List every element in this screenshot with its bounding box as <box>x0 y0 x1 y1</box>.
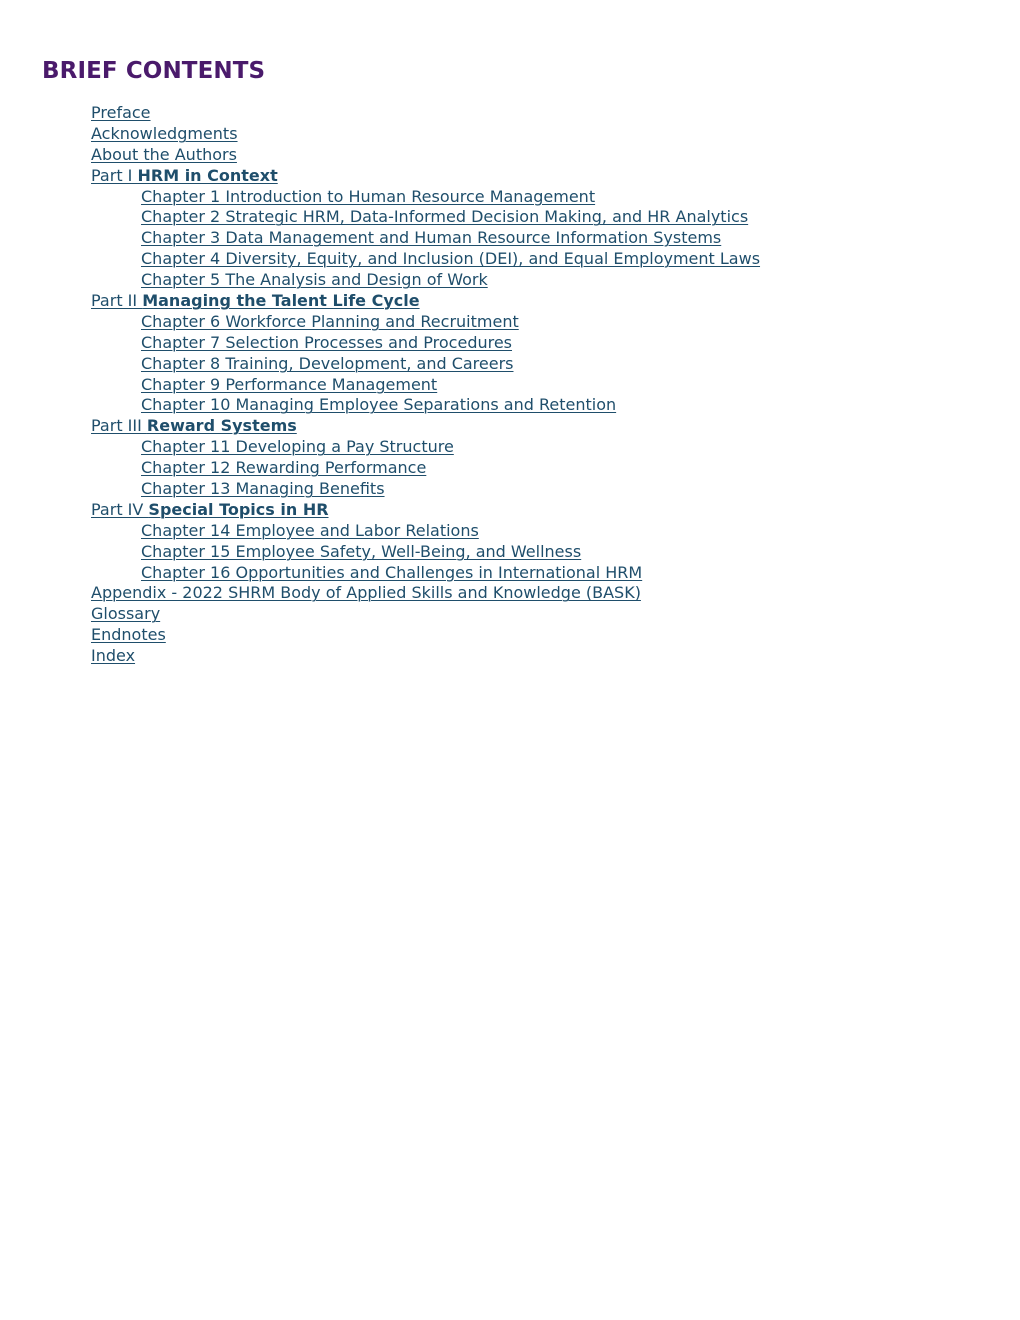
toc-item-chapter-7 <box>0 333 1020 354</box>
toc-item-index <box>0 646 1020 667</box>
toc-item-part-1 <box>0 166 1020 187</box>
toc-link-chapter-14[interactable]: Chapter 14 Employee and Labor Relations <box>141 520 479 540</box>
part-label: Part I <box>91 165 138 185</box>
toc-item-chapter-13 <box>0 479 1020 500</box>
toc-item-chapter-14 <box>0 521 1020 542</box>
toc-link-chapter-2[interactable]: Chapter 2 Strategic HRM, Data-Informed Decision Making, and HR Analytics <box>141 207 749 227</box>
toc-link-part-2[interactable] <box>91 291 420 310</box>
toc-item-chapter-15 <box>0 542 1020 563</box>
part-label: Part IV <box>91 499 149 519</box>
toc-link-index[interactable]: Index <box>91 646 136 666</box>
toc-link-chapter-3[interactable]: Chapter 3 Data Management and Human Resource Information Systems <box>141 228 722 248</box>
toc-item-about-authors <box>0 145 1020 166</box>
toc-item-part-2 <box>0 291 1020 312</box>
toc-link-part-4[interactable] <box>91 500 329 519</box>
toc-link-acknowledgments[interactable]: Acknowledgments <box>91 123 238 143</box>
toc-link-preface[interactable]: Preface <box>91 103 151 122</box>
toc-link-chapter-15[interactable]: Chapter 15 Employee Safety, Well-Being, and Wellness <box>141 541 582 561</box>
table-of-contents <box>0 103 1020 667</box>
toc-link-chapter-8[interactable]: Chapter 8 Training, Development, and Careers <box>141 353 514 373</box>
toc-link-chapter-6[interactable]: Chapter 6 Workforce Planning and Recruitment <box>141 311 519 331</box>
toc-link-chapter-5[interactable]: Chapter 5 The Analysis and Design of Work <box>141 270 488 290</box>
part-title: Reward Systems <box>146 416 297 436</box>
toc-link-endnotes[interactable]: Endnotes <box>91 625 166 645</box>
toc-link-glossary[interactable]: Glossary <box>91 604 161 624</box>
toc-link-part-1[interactable] <box>91 166 278 185</box>
part-title: HRM in Context <box>137 165 278 185</box>
page-title: BRIEF CONTENTS <box>42 58 266 84</box>
toc-link-part-3[interactable] <box>91 416 297 435</box>
toc-link-appendix[interactable]: Appendix - 2022 SHRM Body of Applied Skills and Knowledge (BASK) <box>91 583 641 603</box>
part-title: Special Topics in HR <box>148 499 329 519</box>
toc-item-chapter-11 <box>0 437 1020 458</box>
toc-link-chapter-12[interactable]: Chapter 12 Rewarding Performance <box>141 458 427 478</box>
toc-item-chapter-16 <box>0 563 1020 584</box>
toc-link-chapter-11[interactable]: Chapter 11 Developing a Pay Structure <box>141 437 454 457</box>
toc-link-chapter-7[interactable]: Chapter 7 Selection Processes and Procedures <box>141 332 513 352</box>
toc-item-glossary <box>0 604 1020 625</box>
toc-link-chapter-13[interactable]: Chapter 13 Managing Benefits <box>141 479 385 499</box>
toc-item-chapter-2 <box>0 207 1020 228</box>
toc-item-endnotes <box>0 625 1020 646</box>
part-title: Managing the Talent Life Cycle <box>142 291 420 311</box>
toc-item-chapter-5 <box>0 270 1020 291</box>
toc-item-appendix <box>0 583 1020 604</box>
toc-item-chapter-10 <box>0 395 1020 416</box>
toc-item-part-4 <box>0 500 1020 521</box>
part-label: Part II <box>91 291 143 311</box>
toc-item-part-3 <box>0 416 1020 437</box>
toc-item-chapter-12 <box>0 458 1020 479</box>
toc-item-chapter-1 <box>0 187 1020 208</box>
toc-item-chapter-4 <box>0 249 1020 270</box>
toc-item-chapter-8 <box>0 354 1020 375</box>
toc-item-chapter-3 <box>0 228 1020 249</box>
part-label: Part III <box>91 416 147 436</box>
toc-item-chapter-9 <box>0 375 1020 396</box>
toc-link-about-authors[interactable]: About the Authors <box>91 144 237 164</box>
toc-item-preface <box>0 103 1020 124</box>
toc-item-acknowledgments <box>0 124 1020 145</box>
toc-link-chapter-4[interactable]: Chapter 4 Diversity, Equity, and Inclusion (DEI), and Equal Employment Laws <box>141 249 761 269</box>
toc-link-chapter-1[interactable]: Chapter 1 Introduction to Human Resource Management <box>141 186 596 206</box>
toc-link-chapter-9[interactable]: Chapter 9 Performance Management <box>141 374 438 394</box>
toc-item-chapter-6 <box>0 312 1020 333</box>
toc-link-chapter-16[interactable]: Chapter 16 Opportunities and Challenges in International HRM <box>141 562 643 582</box>
toc-link-chapter-10[interactable]: Chapter 10 Managing Employee Separations and Retention <box>141 395 617 415</box>
